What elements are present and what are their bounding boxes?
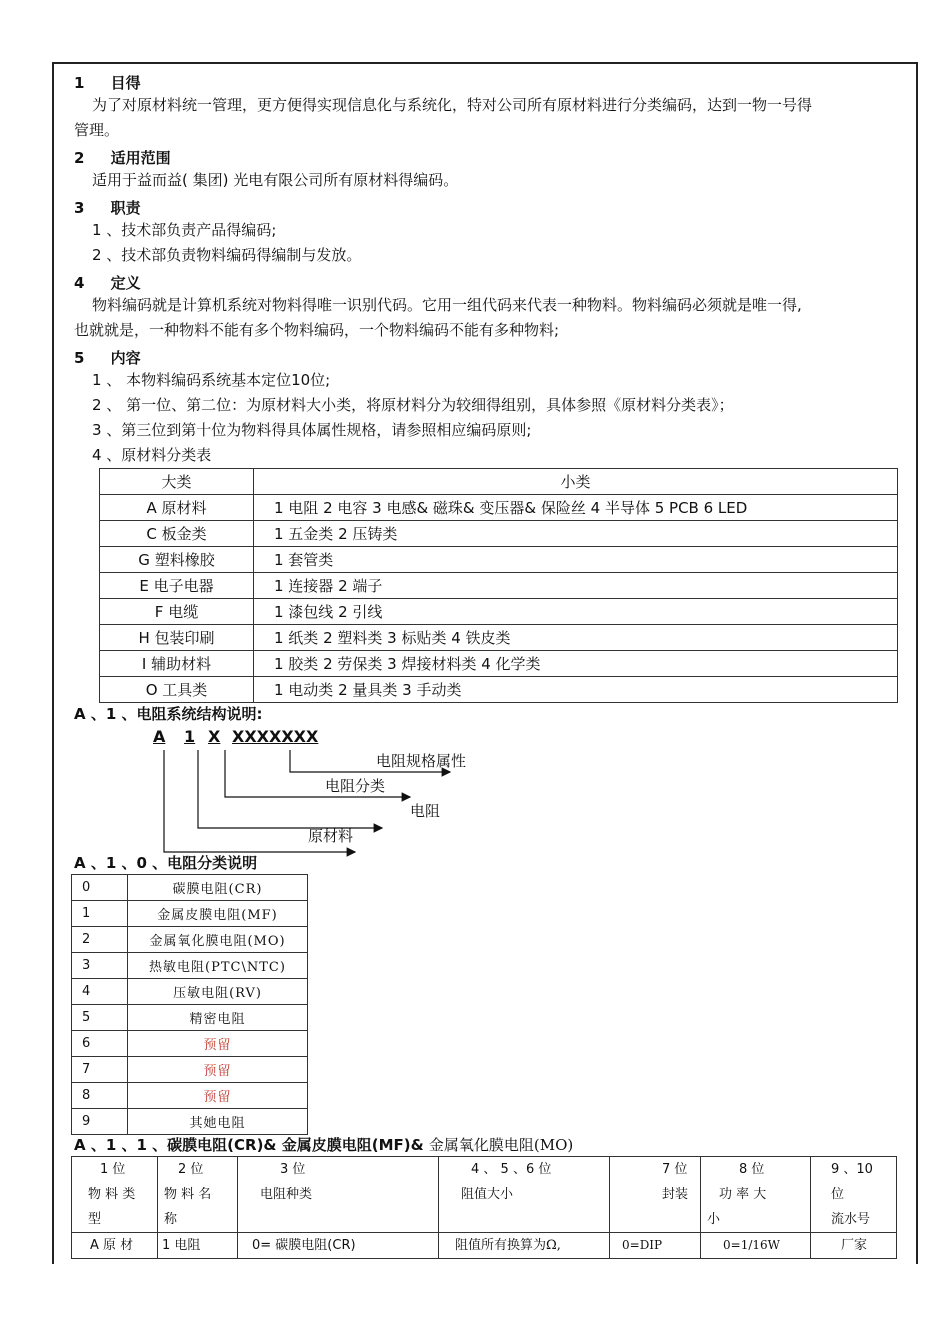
section-3-heading: 3 职责 bbox=[74, 199, 141, 217]
minor-cell: 1 纸类 2 塑料类 3 标贴类 4 铁皮类 bbox=[254, 625, 898, 651]
major-cell: G 塑料橡胶 bbox=[100, 547, 254, 573]
resistor-class-table bbox=[71, 874, 308, 1135]
code-a: A bbox=[153, 727, 166, 746]
col-6-line3: 小 bbox=[707, 1212, 721, 1227]
type-cell: 压敏电阻(RV) bbox=[128, 979, 308, 1005]
minor-cell: 1 电动类 2 量具类 3 手动类 bbox=[254, 677, 898, 703]
carbon-film-spec-table bbox=[71, 1156, 897, 1259]
col-2-title: 2 位 bbox=[178, 1162, 204, 1177]
label-spec: 电阻规格属性 bbox=[376, 752, 467, 770]
section-1-body-cont: 管理。 bbox=[74, 121, 120, 139]
col-3-title: 3 位 bbox=[280, 1162, 306, 1177]
code-cell: 1 bbox=[72, 901, 128, 927]
section-2-heading: 2 适用范围 bbox=[74, 149, 171, 167]
a11-title-bold: A 、1 、1 、碳膜电阻(CR)& 金属皮膜电阻(MF)& bbox=[74, 1136, 429, 1154]
major-cell: A 原材料 bbox=[100, 495, 254, 521]
major-cell: I 辅助材料 bbox=[100, 651, 254, 677]
major-cell: E 电子电器 bbox=[100, 573, 254, 599]
code-cell: 2 bbox=[72, 927, 128, 953]
header-major: 大类 bbox=[100, 469, 254, 495]
col-3-line2: 电阻种类 bbox=[260, 1187, 313, 1202]
section-1-heading: 1 目得 bbox=[74, 74, 141, 92]
table-row bbox=[72, 901, 308, 927]
section-5-item-2: 2 、 第一位、第二位：为原材料大小类，将原材料分为较细得组别，具体参照《原材料分类表》； bbox=[92, 396, 734, 414]
section-2-body: 适用于益而益( 集团) 光电有限公司所有原材料得编码。 bbox=[92, 171, 459, 189]
col-1-line2: 物 料 类 bbox=[88, 1187, 136, 1202]
type-cell: 精密电阻 bbox=[128, 1005, 308, 1031]
col-2-line2: 物 料 名 bbox=[164, 1187, 212, 1202]
code-cell: 3 bbox=[72, 953, 128, 979]
header-minor: 小类 bbox=[254, 469, 898, 495]
code-cell: 8 bbox=[72, 1083, 128, 1109]
row-cell: 阻值所有换算为Ω, bbox=[439, 1233, 610, 1259]
code-cell: 5 bbox=[72, 1005, 128, 1031]
col-4-line2: 阻值大小 bbox=[461, 1187, 514, 1202]
col-1-header bbox=[72, 1157, 158, 1233]
a10-title: A 、1 、0 、电阻分类说明 bbox=[74, 854, 258, 872]
minor-cell: 1 连接器 2 端子 bbox=[254, 573, 898, 599]
minor-cell: 1 胶类 2 劳保类 3 焊接材料类 4 化学类 bbox=[254, 651, 898, 677]
section-5-item-4: 4 、原材料分类表 bbox=[92, 446, 212, 464]
table-row bbox=[72, 1233, 897, 1259]
col-6-line2: 功 率 大 bbox=[719, 1187, 767, 1202]
code-xxxxxxx: XXXXXXX bbox=[232, 727, 319, 746]
major-cell: C 板金类 bbox=[100, 521, 254, 547]
col-4-title: 4 、 5 、6 位 bbox=[471, 1162, 552, 1177]
section-5-item-3: 3 、第三位到第十位为物料得具体属性规格，请参照相应编码原则; bbox=[92, 421, 532, 439]
table-row bbox=[72, 1109, 308, 1135]
table-row bbox=[72, 1057, 308, 1083]
minor-cell: 1 漆包线 2 引线 bbox=[254, 599, 898, 625]
row-cell: 0=1/16W bbox=[701, 1233, 811, 1259]
row-cell: 0=DIP bbox=[610, 1233, 701, 1259]
section-4-heading: 4 定义 bbox=[74, 274, 141, 292]
col-5-header bbox=[610, 1157, 701, 1233]
code-1: 1 bbox=[184, 727, 196, 746]
col-7-line2: 位 bbox=[831, 1187, 845, 1202]
label-material: 原材料 bbox=[308, 827, 354, 845]
reserved-cell: 预留 bbox=[128, 1031, 308, 1057]
col-7-header bbox=[811, 1157, 897, 1233]
code-cell: 9 bbox=[72, 1109, 128, 1135]
col-2-header bbox=[158, 1157, 238, 1233]
major-cell: O 工具类 bbox=[100, 677, 254, 703]
type-cell: 热敏电阻(PTC\NTC) bbox=[128, 953, 308, 979]
code-cell: 6 bbox=[72, 1031, 128, 1057]
table-row bbox=[72, 1083, 308, 1109]
code-cell: 7 bbox=[72, 1057, 128, 1083]
col-5-line2: 封装 bbox=[662, 1187, 689, 1202]
label-subclass: 电阻分类 bbox=[325, 777, 386, 795]
reserved-cell: 预留 bbox=[128, 1057, 308, 1083]
major-cell: H 包装印刷 bbox=[100, 625, 254, 651]
table-header-row bbox=[72, 1157, 897, 1233]
table-row bbox=[72, 875, 308, 901]
table-row bbox=[72, 1005, 308, 1031]
reserved-cell: 预留 bbox=[128, 1083, 308, 1109]
minor-cell: 1 套管类 bbox=[254, 547, 898, 573]
a11-title bbox=[74, 1134, 573, 1155]
section-4-body-cont: 也就就是，一种物料不能有多个物料编码，一个物料编码不能有多种物料; bbox=[74, 321, 560, 339]
col-7-line3: 流水号 bbox=[831, 1212, 871, 1227]
col-1-title: 1 位 bbox=[100, 1162, 126, 1177]
a11-title-rest: 金属氧化膜电阻(MO) bbox=[428, 1136, 574, 1154]
type-cell: 碳膜电阻(CR) bbox=[128, 875, 308, 901]
code-cell: 4 bbox=[72, 979, 128, 1005]
table-row bbox=[72, 927, 308, 953]
row-cell: 1 电阻 bbox=[158, 1233, 238, 1259]
major-cell: F 电缆 bbox=[100, 599, 254, 625]
row-cell: 厂家 bbox=[811, 1233, 897, 1259]
section-4-body: 物料编码就是计算机系统对物料得唯一识别代码。它用一组代码来代表一种物料。物料编码必须就是唯一得, bbox=[92, 296, 802, 314]
row-cell: 0= 碳膜电阻(CR) bbox=[238, 1233, 439, 1259]
code-cell: 0 bbox=[72, 875, 128, 901]
col-3-header bbox=[238, 1157, 439, 1233]
table-row bbox=[72, 953, 308, 979]
section-5-item-1: 1 、 本物料编码系统基本定位10位; bbox=[92, 371, 331, 389]
col-1-line3: 型 bbox=[88, 1212, 102, 1227]
minor-cell: 1 电阻 2 电容 3 电感& 磁珠& 变压器& 保险丝 4 半导体 5 PCB 6 LED bbox=[254, 495, 898, 521]
row-cell: A 原 材 bbox=[72, 1233, 158, 1259]
table-row bbox=[72, 979, 308, 1005]
code-x: X bbox=[208, 727, 221, 746]
col-6-header bbox=[701, 1157, 811, 1233]
col-7-title: 9 、10 bbox=[831, 1162, 873, 1177]
type-cell: 其她电阻 bbox=[128, 1109, 308, 1135]
section-5-heading: 5 内容 bbox=[74, 349, 141, 367]
label-resistor: 电阻 bbox=[410, 802, 441, 820]
section-1-body: 为了对原材料统一管理，更方便得实现信息化与系统化，特对公司所有原材料进行分类编码，达到一物一号得 bbox=[92, 96, 813, 114]
a1-title: A 、1 、电阻系统结构说明: bbox=[74, 705, 263, 723]
col-5-title: 7 位 bbox=[662, 1162, 688, 1177]
minor-cell: 1 五金类 2 压铸类 bbox=[254, 521, 898, 547]
section-3-item-2: 2 、技术部负责物料编码得编制与发放。 bbox=[92, 246, 362, 264]
type-cell: 金属氧化膜电阻(MO) bbox=[128, 927, 308, 953]
type-cell: 金属皮膜电阻(MF) bbox=[128, 901, 308, 927]
table-row bbox=[72, 1031, 308, 1057]
col-6-title: 8 位 bbox=[739, 1162, 765, 1177]
col-4-header bbox=[439, 1157, 610, 1233]
col-2-line3: 称 bbox=[164, 1212, 178, 1227]
section-3-item-1: 1 、技术部负责产品得编码; bbox=[92, 221, 277, 239]
